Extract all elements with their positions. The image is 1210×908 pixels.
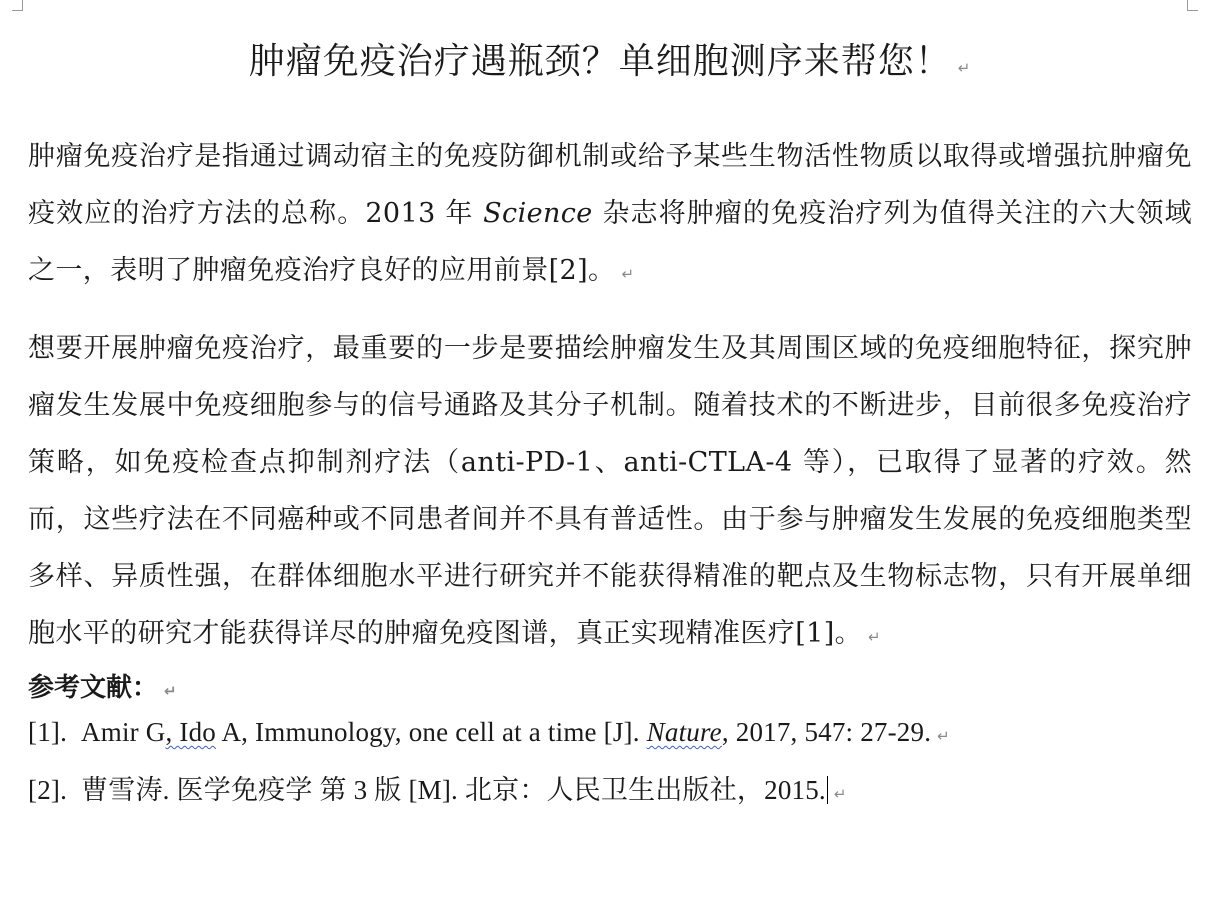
reference-journal: Nature	[646, 717, 722, 747]
reference-details: , 2017, 547: 27-29.	[721, 717, 932, 747]
page-corner-mark-left	[12, 0, 23, 11]
spellcheck-underline: ,	[165, 717, 180, 747]
reference-item-1	[28, 710, 950, 758]
intro-text-end: 杂志将肿瘤的免疫治疗列为值得关注的六大领域之一，表明了肿瘤免疫治疗良好的应用前景[2]。	[28, 198, 1192, 286]
paragraph-mark-icon: ↵	[868, 628, 882, 646]
paragraph-intro	[28, 128, 1192, 303]
paragraph-mark-icon: ↵	[621, 265, 635, 283]
paragraph-mark-icon: ↵	[164, 682, 177, 700]
intro-text-start: 肿瘤免疫治疗是指通过调动宿主的免疫防御机制或给予某些生物活性物质以取得或增强抗肿瘤免疫效应的治疗方法的总称。2013 年	[28, 141, 1192, 229]
reference-text: 曹雪涛. 医学免疫学 第 3 版 [M]. 北京：人民卫生出版社，2015.	[81, 775, 826, 805]
paragraph-mark-icon: ↵	[937, 727, 950, 745]
title-text: 肿瘤免疫治疗遇瓶颈？单细胞测序来帮您！	[248, 41, 952, 82]
paragraph-body	[28, 320, 1192, 666]
references-heading	[28, 666, 177, 713]
reference-item-2	[28, 768, 847, 816]
reference-title: A, Immunology, one cell at a time [J].	[216, 717, 647, 747]
journal-name-science: Science	[483, 198, 593, 229]
references-heading-text: 参考文献：	[28, 673, 159, 703]
text-cursor	[827, 776, 828, 804]
reference-number: [1].	[28, 717, 68, 747]
document-title	[28, 36, 1192, 94]
paragraph-mark-icon: ↵	[957, 59, 972, 77]
reference-author-1: Amir G	[81, 717, 166, 747]
reference-number: [2].	[28, 775, 68, 805]
page-corner-mark-right	[1187, 0, 1198, 11]
reference-author-2: Ido	[179, 717, 216, 747]
paragraph-mark-icon: ↵	[833, 785, 847, 803]
body-text: 想要开展肿瘤免疫治疗，最重要的一步是要描绘肿瘤发生及其周围区域的免疫细胞特征，探究肿瘤发生发展中免疫细胞参与的信号通路及其分子机制。随着技术的不断进步，目前很多免疫治疗策略，如免疫检查点抑制剂疗法（anti-PD-1、anti-CTLA-4 等），已取得了显著的疗效。然而，这些疗法在不同癌种或不同患者间并不具有普适性。由于参与肿瘤发生发展的免疫细胞类型多样、异质性强，在群体细胞水平进行研究并不能获得精准的靶点及生物标志物，只有开展单细胞水平的研究才能获得详尽的肿瘤免疫图谱，真正实现精准医疗[1]。	[28, 333, 1192, 649]
